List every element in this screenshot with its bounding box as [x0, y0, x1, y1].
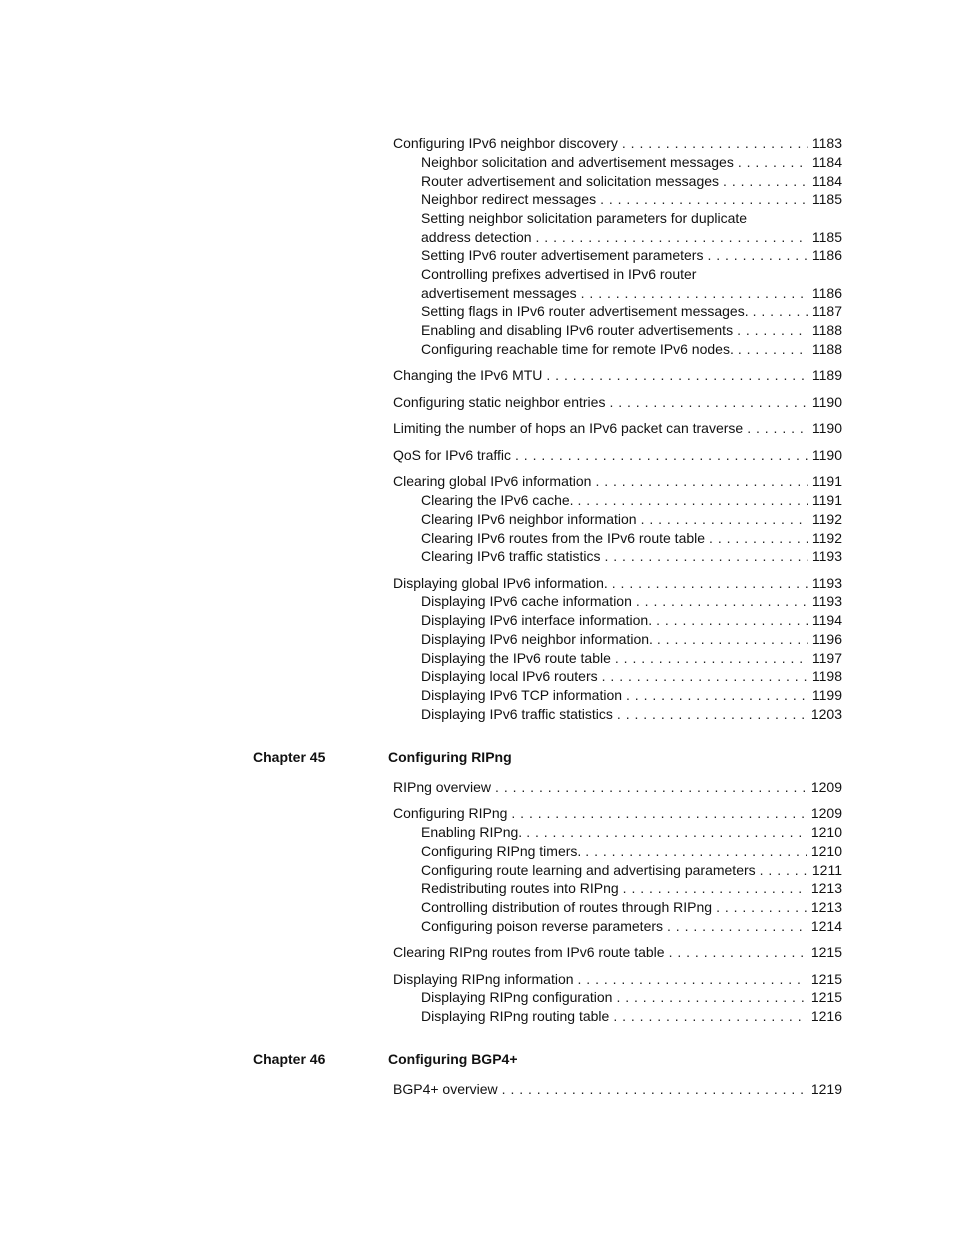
leader-dots	[602, 667, 808, 686]
toc-page-number: 1203	[810, 706, 842, 722]
leader-dots	[578, 491, 808, 510]
toc-entry-title: Neighbor solicitation and advertisement messages	[421, 154, 734, 170]
toc-page-number: 1214	[810, 918, 842, 934]
toc-page-number: 1194	[811, 612, 842, 628]
toc-entry-title: Controlling distribution of routes through RIPng	[421, 899, 713, 915]
toc-entry-title: Changing the IPv6 MTU	[393, 367, 543, 383]
toc-entry-title: Router advertisement and solicitation messages	[421, 173, 720, 189]
toc-page-number: 1215	[810, 971, 842, 987]
toc-entry-title: Redistributing routes into RIPng	[421, 880, 619, 896]
toc-page-number: 1209	[810, 805, 842, 821]
toc-entry[interactable]	[421, 898, 842, 917]
leader-dots	[609, 393, 807, 412]
toc-entry[interactable]	[421, 340, 842, 359]
leader-dots	[511, 804, 806, 823]
toc-entry-title: Configuring route learning and advertising parameters	[421, 862, 756, 878]
toc-entry-title: Configuring static neighbor entries	[393, 394, 606, 410]
leader-dots	[737, 321, 808, 340]
toc-entry[interactable]	[393, 366, 842, 385]
toc-page-number: 1190	[811, 394, 842, 410]
toc-entry-title: Configuring IPv6 neighbor discovery	[393, 135, 618, 151]
toc-page-number: 1190	[811, 420, 842, 436]
toc-entry-title: QoS for IPv6 traffic	[393, 447, 512, 463]
toc-entry[interactable]	[421, 861, 842, 880]
chapter-label: Chapter 45	[253, 749, 326, 765]
toc-page-number: 1215	[810, 944, 842, 960]
leader-dots	[581, 284, 808, 303]
toc-entry[interactable]	[421, 190, 842, 209]
toc-entry[interactable]	[393, 574, 842, 593]
toc-entry-title: Neighbor redirect messages	[421, 191, 597, 207]
toc-entry[interactable]	[421, 172, 842, 191]
leader-dots	[546, 366, 807, 385]
toc-entry-title: Clearing IPv6 routes from the IPv6 route table	[421, 530, 706, 546]
toc-entry[interactable]	[393, 1080, 842, 1099]
toc-entry[interactable]	[393, 472, 842, 491]
toc-entry[interactable]	[421, 842, 842, 861]
toc-entry-title: Configuring RIPng timers.	[421, 843, 582, 859]
toc-entry[interactable]	[421, 649, 842, 668]
toc-entry[interactable]	[421, 228, 842, 247]
toc-entry-title: Displaying global IPv6 information.	[393, 575, 608, 591]
toc-entry-title: Configuring reachable time for remote IPv6 nodes.	[421, 341, 734, 357]
toc-entry-title: Displaying IPv6 interface information.	[421, 612, 653, 628]
toc-page-number: 1184	[811, 154, 842, 170]
toc-page-number: 1196	[811, 631, 842, 647]
chapter-title[interactable]: Configuring BGP4+	[388, 1051, 518, 1067]
toc-entry[interactable]	[393, 134, 842, 153]
toc-entry[interactable]	[393, 419, 842, 438]
toc-page-number: 1192	[811, 511, 842, 527]
toc-entry[interactable]	[393, 804, 842, 823]
toc-entry-title: BGP4+ overview	[393, 1081, 498, 1097]
toc-entry-title: address detection	[421, 229, 532, 245]
toc-entry[interactable]	[421, 667, 842, 686]
leader-dots	[657, 630, 808, 649]
chapter-label: Chapter 46	[253, 1051, 326, 1067]
leader-dots	[604, 547, 807, 566]
toc-entry[interactable]	[421, 686, 842, 705]
toc-entry-title: Displaying IPv6 TCP information	[421, 687, 623, 703]
toc-page-number: 1186	[811, 247, 842, 263]
leader-dots	[656, 611, 808, 630]
toc-page-number: 1209	[810, 779, 842, 795]
leader-dots	[495, 778, 807, 797]
leader-dots	[612, 574, 808, 593]
toc-page-number: 1187	[811, 303, 842, 319]
toc-entry-title: Configuring poison reverse parameters	[421, 918, 664, 934]
leader-dots	[595, 472, 807, 491]
toc-page-number: 1219	[810, 1081, 842, 1097]
toc-page-number: 1185	[811, 191, 842, 207]
toc-entry[interactable]	[393, 446, 842, 465]
toc-page-number: 1185	[811, 229, 842, 245]
toc-entry-title: Displaying RIPng routing table	[421, 1008, 610, 1024]
toc-entry-title: Displaying IPv6 neighbor information.	[421, 631, 653, 647]
leader-dots	[667, 917, 807, 936]
leader-dots	[707, 246, 807, 265]
toc-entry[interactable]	[421, 917, 842, 936]
leader-dots	[669, 943, 807, 962]
toc-entry[interactable]	[421, 988, 842, 1007]
toc-entry[interactable]	[421, 321, 842, 340]
toc-page-number: 1216	[810, 1008, 842, 1024]
toc-page-number: 1191	[811, 492, 842, 508]
leader-dots	[617, 705, 807, 724]
toc-entry-title: Clearing global IPv6 information	[393, 473, 592, 489]
toc-page-number: 1188	[811, 341, 842, 357]
toc-entry-title: Displaying RIPng configuration	[421, 989, 613, 1005]
toc-entry-title: Clearing RIPng routes from IPv6 route table	[393, 944, 665, 960]
leader-dots	[502, 1080, 807, 1099]
toc-page-number: 1189	[811, 367, 842, 383]
toc-entry-title: Displaying IPv6 cache information	[421, 593, 632, 609]
toc-entry-title-line1[interactable]: Setting neighbor solicitation parameters for duplicate	[421, 210, 748, 226]
leader-dots	[636, 592, 808, 611]
leader-dots	[536, 228, 808, 247]
leader-dots	[616, 988, 806, 1007]
toc-page-number: 1191	[811, 473, 842, 489]
leader-dots	[615, 649, 808, 668]
toc-page-number: 1197	[811, 650, 842, 666]
toc-page-number: 1193	[811, 548, 842, 564]
toc-page-number: 1213	[810, 899, 842, 915]
toc-entry[interactable]	[421, 611, 842, 630]
toc-page-number: 1193	[811, 575, 842, 591]
toc-entry[interactable]	[421, 547, 842, 566]
toc-entry-title: Displaying local IPv6 routers	[421, 668, 598, 684]
leader-dots	[738, 340, 808, 359]
toc-entry[interactable]	[421, 284, 842, 303]
leader-dots	[753, 302, 808, 321]
toc-entry-title: Configuring RIPng	[393, 805, 508, 821]
toc-entry[interactable]	[421, 529, 842, 548]
toc-entry-title: Clearing IPv6 neighbor information	[421, 511, 637, 527]
toc-page-number: 1186	[811, 285, 842, 301]
toc-entry-title: Enabling RIPng.	[421, 824, 523, 840]
toc-entry[interactable]	[421, 630, 842, 649]
toc-entry-title: Clearing IPv6 traffic statistics	[421, 548, 601, 564]
toc-entry[interactable]	[421, 823, 842, 842]
toc-entry-title: advertisement messages	[421, 285, 577, 301]
toc-entry-title: Displaying the IPv6 route table	[421, 650, 611, 666]
toc-entry-title: Enabling and disabling IPv6 router advertisements	[421, 322, 734, 338]
chapter-title[interactable]: Configuring RIPng	[388, 749, 512, 765]
toc-page-number: 1211	[811, 862, 842, 878]
leader-dots	[622, 134, 808, 153]
toc-entry[interactable]	[421, 705, 842, 724]
toc-page-number: 1215	[810, 989, 842, 1005]
toc-page-number: 1210	[810, 824, 842, 840]
leader-dots	[600, 190, 808, 209]
leader-dots	[747, 419, 808, 438]
toc-entry-title: Displaying RIPng information	[393, 971, 574, 987]
leader-dots	[515, 446, 808, 465]
leader-dots	[626, 686, 808, 705]
toc-entry[interactable]	[421, 302, 842, 321]
toc-entry[interactable]	[421, 153, 842, 172]
toc-page-number: 1192	[811, 530, 842, 546]
toc-entry[interactable]	[421, 510, 842, 529]
toc-entry[interactable]	[393, 943, 842, 962]
toc-entry-title: Setting IPv6 router advertisement parameters	[421, 247, 704, 263]
toc-entry[interactable]	[421, 1007, 842, 1026]
leader-dots	[526, 823, 807, 842]
toc-page-number: 1198	[811, 668, 842, 684]
leader-dots	[623, 879, 807, 898]
toc-page-number: 1199	[811, 687, 842, 703]
toc-entry[interactable]	[393, 778, 842, 797]
toc-entry-title: Setting flags in IPv6 router advertisement messages.	[421, 303, 749, 319]
toc-entry-title: Limiting the number of hops an IPv6 packet can traverse	[393, 420, 744, 436]
leader-dots	[716, 898, 807, 917]
toc-page-number: 1184	[811, 173, 842, 189]
toc-page-number: 1183	[811, 135, 842, 151]
toc-page-number: 1188	[811, 322, 842, 338]
toc-entry[interactable]	[393, 393, 842, 412]
toc-page-number: 1193	[811, 593, 842, 609]
leader-dots	[709, 529, 808, 548]
toc-page-number: 1213	[810, 880, 842, 896]
leader-dots	[723, 172, 808, 191]
toc-entry[interactable]	[393, 970, 842, 989]
toc-page-number: 1190	[811, 447, 842, 463]
toc-entry[interactable]	[421, 592, 842, 611]
toc-entry-title: Displaying IPv6 traffic statistics	[421, 706, 613, 722]
toc-entry-title-line1[interactable]: Controlling prefixes advertised in IPv6 router	[421, 266, 697, 282]
toc-entry[interactable]	[421, 491, 842, 510]
leader-dots	[613, 1007, 807, 1026]
toc-entry[interactable]	[421, 246, 842, 265]
toc-page-number: 1210	[810, 843, 842, 859]
toc-entry-title: RIPng overview	[393, 779, 492, 795]
toc-entry[interactable]	[421, 879, 842, 898]
leader-dots	[585, 842, 807, 861]
leader-dots	[738, 153, 808, 172]
leader-dots	[578, 970, 807, 989]
leader-dots	[760, 861, 808, 880]
toc-entry-title: Clearing the IPv6 cache.	[421, 492, 574, 508]
leader-dots	[641, 510, 808, 529]
